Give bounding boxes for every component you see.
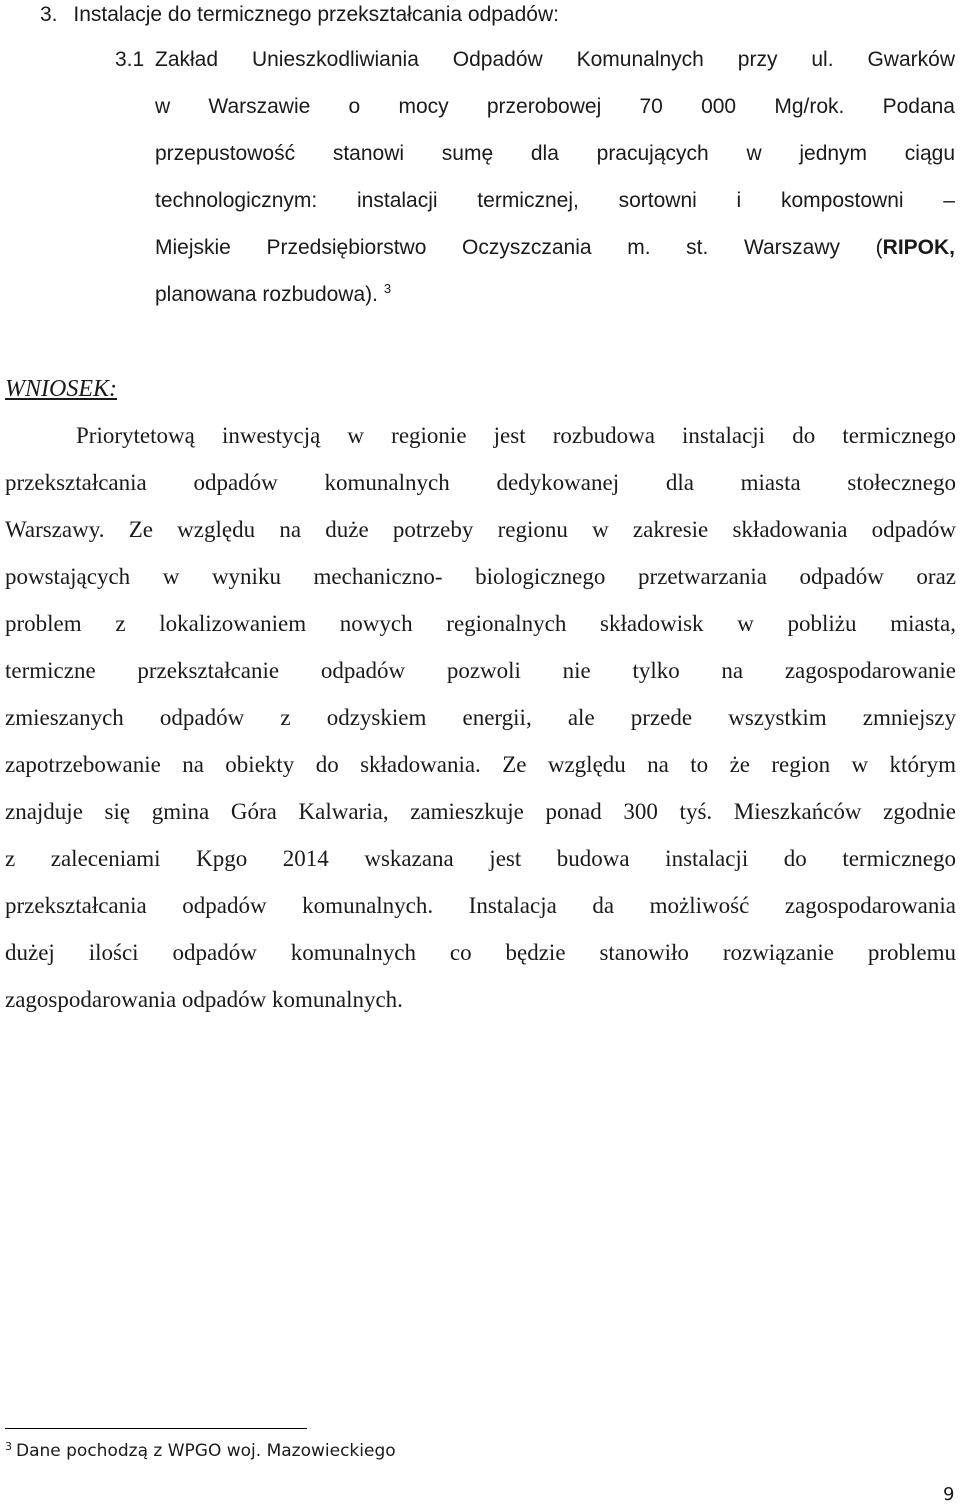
conclusion-line: Warszawy. Ze względu na duże potrzeby regionu w zakresie składowania odpadów (5, 517, 956, 542)
item-number: 3.1 (115, 48, 145, 71)
section-number: 3. (40, 3, 58, 26)
item-line: Miejskie Przedsiębiorstwo Oczyszczania m. st. Warszawy (RIPOK, (155, 236, 955, 259)
ripok-bold: RIPOK, (882, 236, 955, 259)
conclusion-line: problem z lokalizowaniem nowych regionalnych składowisk w pobliżu miasta, (5, 611, 956, 636)
item-line: technologicznym: instalacji termicznej, sortowni i kompostowni – (155, 189, 955, 212)
footnote-number: 3 (5, 1440, 12, 1453)
conclusion-line: przekształcania odpadów komunalnych dedykowanej dla miasta stołecznego (5, 470, 956, 495)
conclusion-line: przekształcania odpadów komunalnych. Instalacja da możliwość zagospodarowania (5, 893, 956, 918)
footnote-text: Dane pochodzą z WPGO woj. Mazowieckiego (16, 1441, 396, 1461)
conclusion-line: znajduje się gmina Góra Kalwaria, zamieszkuje ponad 300 tyś. Mieszkańców zgodnie (5, 799, 956, 824)
conclusion-heading: WNIOSEK: (5, 376, 117, 402)
section-title: Instalacje do termicznego przekształcania odpadów: (73, 3, 559, 26)
conclusion-last-line: zagospodarowania odpadów komunalnych. (5, 987, 403, 1012)
item-last-line: planowana rozbudowa). $^3$ (155, 281, 392, 306)
item-line: w Warszawie o mocy przerobowej 70 000 Mg/rok. Podana (155, 95, 955, 118)
section-heading (40, 1, 559, 29)
item-line: przepustowość stanowi sumę dla pracujących w jednym ciągu (155, 142, 955, 165)
footnote-reference[interactable]: 3 (383, 281, 392, 296)
footnote-separator (5, 1428, 307, 1429)
conclusion-line: dużej ilości odpadów komunalnych co będzie stanowiło rozwiązanie problemu (5, 940, 956, 965)
conclusion-line: termiczne przekształcanie odpadów pozwoli nie tylko na zagospodarowanie (5, 658, 956, 683)
conclusion-line: z zaleceniami Kpgo 2014 wskazana jest budowa instalacji do termicznego (5, 846, 956, 871)
item-line: Zakład Unieszkodliwiania Odpadów Komunalnych przy ul. Gwarków (155, 48, 955, 71)
conclusion-line: zapotrzebowanie na obiekty do składowania. Ze względu na to że region w którym (5, 752, 956, 777)
conclusion-line: Priorytetową inwestycją w regionie jest rozbudowa instalacji do termicznego (76, 423, 956, 448)
conclusion-line: powstających w wyniku mechaniczno- biologicznego przetwarzania odpadów oraz (5, 564, 956, 589)
conclusion-line: zmieszanych odpadów z odzyskiem energii, ale przede wszystkim zmniejszy (5, 705, 956, 730)
page-number: 9 (943, 1484, 955, 1505)
footnote (5, 1440, 396, 1462)
